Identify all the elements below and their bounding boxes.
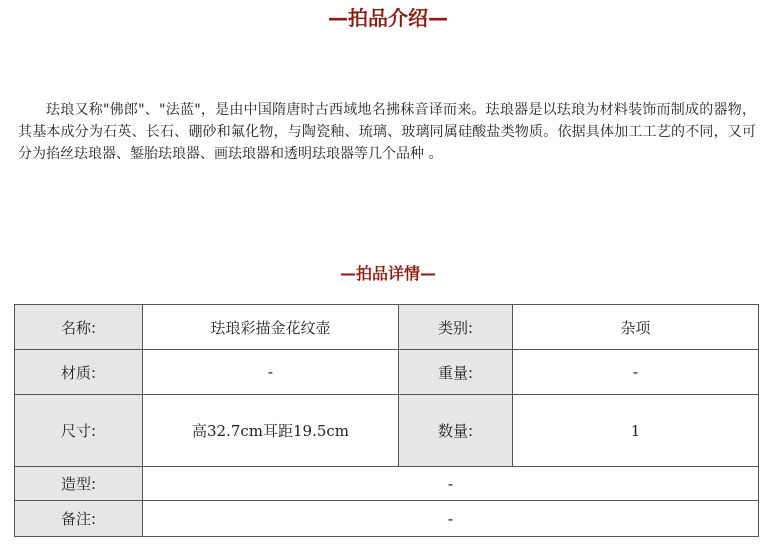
- intro-section-title: —拍品介绍—: [328, 6, 448, 30]
- table-row: [15, 350, 759, 395]
- remarks-label: 备注:: [15, 501, 143, 537]
- name-label: 名称:: [15, 305, 143, 350]
- material-value: -: [143, 350, 399, 395]
- size-value: 高32.7cm耳距19.5cm: [143, 395, 399, 467]
- quantity-value: 1: [513, 395, 759, 467]
- lot-detail-table: [14, 304, 759, 537]
- name-value: 珐琅彩描金花纹壶: [143, 305, 399, 350]
- material-label: 材质:: [15, 350, 143, 395]
- table-row: [15, 501, 759, 537]
- intro-paragraph: 珐琅又称"佛郎"、"法蓝"，是由中国隋唐时古西域地名拂秣音译而来。珐琅器是以珐琅为材料装饰而制成的器物，其基本成分为石英、长石、硼砂和氟化物，与陶瓷釉、琉璃、玻璃同属硅酸盐类物质。依据具体加工工艺的不同，又可分为掐丝珐琅器、錾胎珐琅器、画珐琅器和透明珐琅器等几个品种 。: [18, 102, 756, 162]
- quantity-label: 数量:: [399, 395, 513, 467]
- weight-label: 重量:: [399, 350, 513, 395]
- table-row: [15, 305, 759, 350]
- shape-value: -: [143, 467, 759, 501]
- category-label: 类别:: [399, 305, 513, 350]
- detail-section-title: —拍品详情—: [339, 264, 436, 283]
- category-value: 杂项: [513, 305, 759, 350]
- size-label: 尺寸:: [15, 395, 143, 467]
- table-row: [15, 467, 759, 501]
- weight-value: -: [513, 350, 759, 395]
- table-row: [15, 395, 759, 467]
- shape-label: 造型:: [15, 467, 143, 501]
- remarks-value: -: [143, 501, 759, 537]
